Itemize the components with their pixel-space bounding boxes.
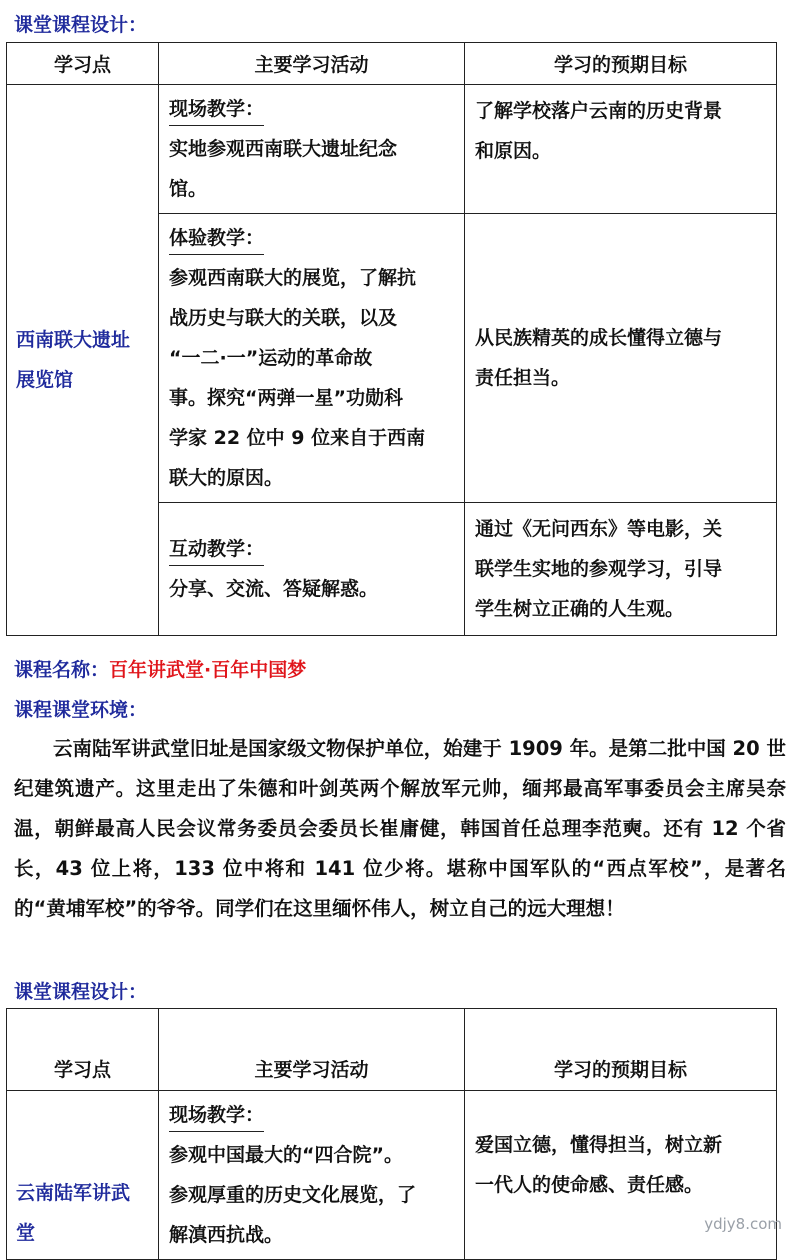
activity-line: 参观厚重的历史文化展览，了 [169,1184,417,1206]
table-row [7,1091,777,1260]
learning-point-cell [7,85,159,636]
goal-line: 联学生实地的参观学习，引导 [475,558,723,580]
learning-point-line: 云南陆军讲武 [16,1182,131,1204]
activity-line: 参观中国最大的“四合院”。 [169,1144,403,1166]
activity-cell [159,1091,465,1260]
goal-line: 责任担当。 [475,367,571,389]
activity-cell [159,214,465,503]
learning-point-line: 西南联大遗址 [16,329,131,351]
activity-label: 互动教学： [169,533,264,566]
goal-line: 了解学校落户云南的历史背景 [475,100,723,122]
section1-design-heading: 课堂课程设计： [14,14,148,36]
header-main-activities: 主要学习活动 [159,1009,465,1091]
activity-line: 馆。 [169,178,208,200]
course-table-1 [6,42,777,636]
activity-line: 事。探究“两弹一星”功勋科 [169,387,403,409]
course-name-heading [14,655,306,682]
activity-line: 分享、交流、答疑解惑。 [169,578,379,600]
activity-line: 参观西南联大的展览，了解抗 [169,267,417,289]
goal-cell [465,214,777,503]
activity-label: 体验教学： [169,222,264,255]
goal-line: 和原因。 [475,140,552,162]
activity-label: 现场教学： [169,1099,264,1132]
activity-cell [159,503,465,636]
table-header-row [7,1009,777,1091]
activity-line: “一二·一”运动的革命故 [169,347,373,369]
activity-line: 学家 22 位中 9 位来自于西南 [169,427,426,449]
goal-line: 一代人的使命感、责任感。 [475,1174,704,1196]
course-name-value: 百年讲武堂·百年中国梦 [109,659,307,681]
activity-line: 实地参观西南联大遗址纪念 [169,138,398,160]
activity-line: 战历史与联大的关联，以及 [169,307,398,329]
goal-cell [465,85,777,214]
environment-paragraph: 云南陆军讲武堂旧址是国家级文物保护单位，始建于 1909 年。是第二批中国 20 世纪建筑遗产。这里走出了朱德和叶剑英两个解放军元帅，缅邦最高军事委员会主席吴奈温，朝鲜最高人民会议常务委员会委员长崔庸健，韩国首任总理李范奭。还有 12 个省长，43 位上将，133 位中将和 141 位少将。堪称中国军队的“西点军校”，是著名的“黄埔军校”的爷爷。同学们在这里缅怀伟人，树立自己的远大理想！ [14,737,786,920]
goal-cell [465,1091,777,1260]
goal-cell [465,503,777,636]
learning-point-cell [7,1091,159,1260]
section2-design-heading: 课堂课程设计： [14,981,148,1003]
activity-cell [159,85,465,214]
header-learning-point: 学习点 [7,1009,159,1091]
header-main-activities: 主要学习活动 [159,43,465,85]
activity-line: 解滇西抗战。 [169,1224,284,1246]
table-header-row [7,43,777,85]
header-expected-goals: 学习的预期目标 [465,43,777,85]
course-table-2 [6,1008,777,1260]
goal-line: 从民族精英的成长懂得立德与 [475,327,723,349]
learning-point-line: 展览馆 [16,369,74,391]
goal-line: 通过《无问西东》等电影，关 [475,518,723,540]
goal-line: 爱国立德，懂得担当，树立新 [475,1134,723,1156]
goal-line: 学生树立正确的人生观。 [475,598,685,620]
activity-label: 现场教学： [169,93,264,126]
activity-line: 联大的原因。 [169,467,284,489]
site-watermark: ydjy8.com [704,1215,782,1233]
header-expected-goals: 学习的预期目标 [465,1009,777,1091]
table-row [7,85,777,214]
learning-point-line: 堂 [16,1222,36,1244]
header-learning-point: 学习点 [7,43,159,85]
course-name-label: 课程名称： [14,659,110,681]
environment-heading: 课程课堂环境： [14,699,148,721]
